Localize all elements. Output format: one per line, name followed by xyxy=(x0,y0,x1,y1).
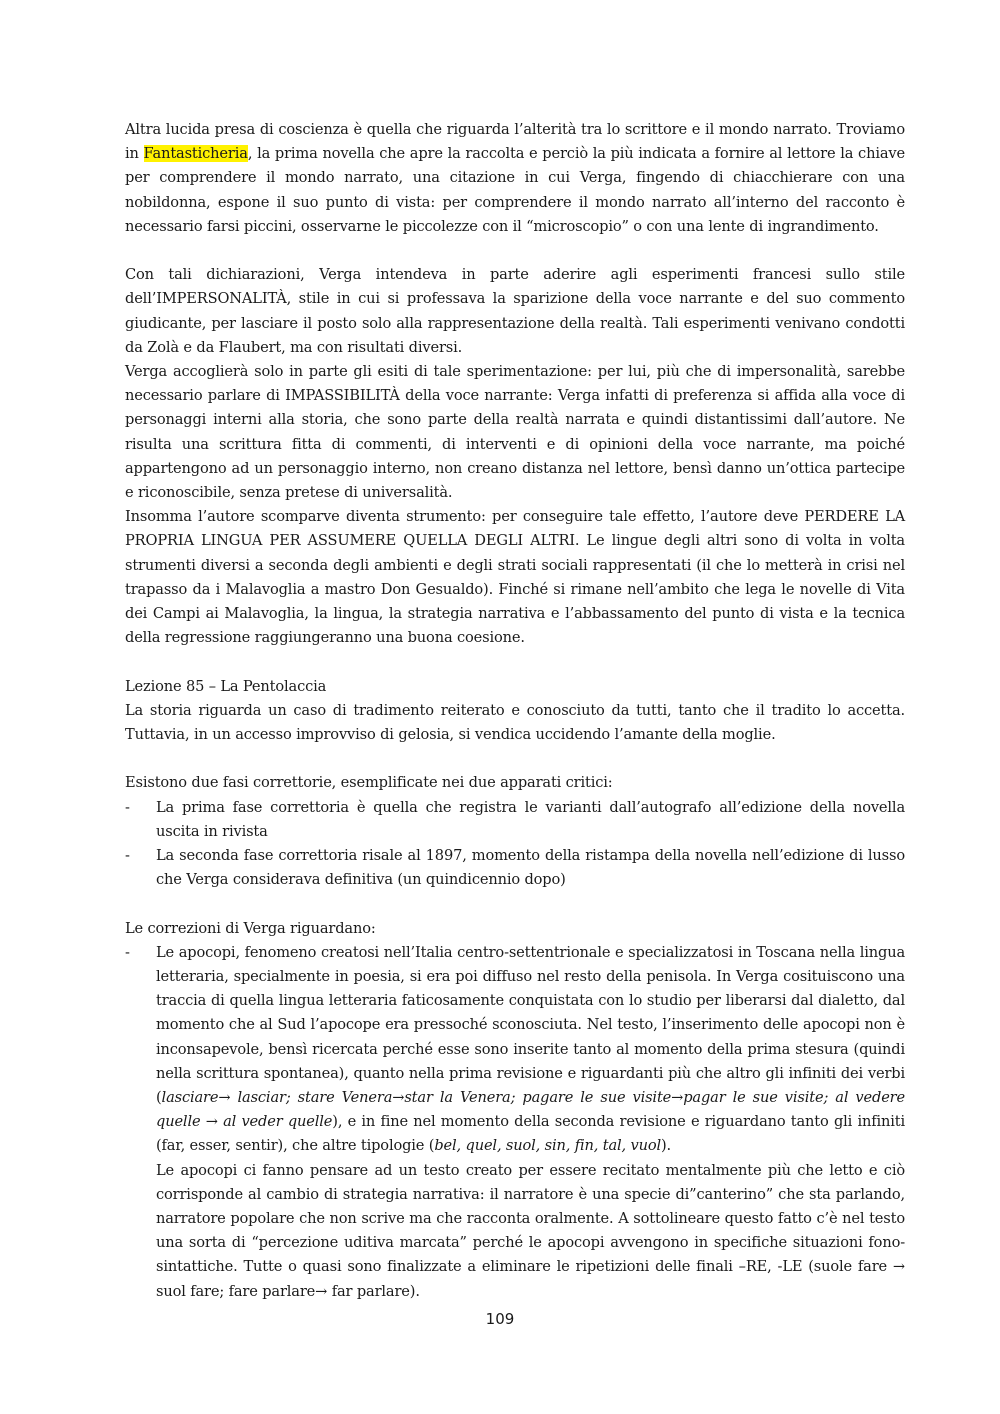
paragraph-apocopi-cont: Le apocopi ci fanno pensare ad un testo creato per essere recitato mentalmente più che letto e ciò corrisponde al cambio di strategia narrativa: il narratore è una specie di”canterino” che sta parlando, narratore popolare che non scrive ma che racconta oralmente. A sottolineare questo fatto c’è nel testo una sorta di “percezione uditiva marcata” perché le apocopi avvengono in specifiche situazioni fono-sintattiche. Tutte o quasi sono finalizzate a eliminare le ripetizioni delle finali –RE, -LE (suole fare → suol fare; fare parlare→ far parlare). xyxy=(156,1161,905,1300)
paragraph-impassibilita: Verga accoglierà solo in parte gli esiti di tale sperimentazione: per lui, più che di impersonalità, sarebbe necessario parlare di IMPASSIBILITÀ della voce narrante: Verga infatti di preferenza si affida alla voce di personaggi interni alla storia, che sono parte della realtà narrata e quindi distantissimi dall’autore. Ne risulta una scrittura fitta di commenti, di interventi e di opinioni della voce narrante, ma poiché appartengono ad un personaggio interno, non creano distanza nel lettore, bensì danno un’ottica partecipe e riconoscibile, senza pretese di universalità. xyxy=(125,363,905,502)
paragraph-storia: La storia riguarda un caso di tradimento reiterato e conosciuto da tutti, tanto che il tradito lo accetta. Tuttavia, in un accesso improvviso di gelosia, si vendica uccidendo l’amante della moglie. xyxy=(125,701,905,744)
phases-list xyxy=(125,796,905,893)
paragraph-alterita: Altra lucida presa di coscienza è quella che riguarda l’alterità tra lo scrittore e il mondo narrato. Troviamo in Fantasticheria, la prima novella che apre la raccolta e perciò la più indicata a fornire al lettore la chiave per comprendere il mondo narrato, una citazione in cui Verga, fingendo di chiacchierare con una nobildonna, espone il suo punto di vista: per comprendere il mondo narrato all’interno del racconto è necessario farsi piccini, osservarne le piccolezze con il “microscopio” o con una lente di ingrandimento. xyxy=(125,121,905,235)
paragraph-impersonalita: Con tali dichiarazioni, Verga intendeva in parte aderire agli esperimenti francesi sullo stile dell’IMPERSONALITÀ, stile in cui si professava la sparizione della voce narrante e del suo commento giudicante, per lasciare il posto solo alla rappresentazione della realtà. Tali esperimenti venivano condotti da Zolà e da Flaubert, ma con risultati diversi. xyxy=(125,266,905,356)
highlighted-term: Fantasticheria xyxy=(143,145,248,163)
paragraph-fasi: Esistono due fasi correttorie, esemplificate nei due apparati critici: xyxy=(125,774,613,792)
correzioni-list xyxy=(125,941,905,1159)
list-item: - La seconda fase correttoria risale al 1897, momento della ristampa della novella nell’edizione di lusso che Verga considerava definitiva (un quindicennio dopo) xyxy=(125,844,905,892)
paragraph-lingua-altri: Insomma l’autore scomparve diventa strumento: per conseguire tale effetto, l’autore deve PERDERE LA PROPRIA LINGUA PER ASSUMERE QUELLA DEGLI ALTRI. Le lingue degli altri sono di volta in volta strumenti diversi a seconda degli ambienti e degli strati sociali rappresentati (il che lo metterà in crisi nel trapasso da i Malavoglia a mastro Don Gesualdo). Finché si rimane nell’ambito che lega le novelle di Vita dei Campi ai Malavoglia, la lingua, la strategia narrativa e l’abbassamento del punto di vista e la tecnica della regressione raggiungeranno una buona coesione. xyxy=(125,508,905,647)
page-number: 109 xyxy=(485,1310,515,1328)
document-body xyxy=(125,118,905,1304)
paragraph-correzioni: Le correzioni di Verga riguardano: xyxy=(125,919,376,937)
list-item: - La prima fase correttoria è quella che registra le varianti dall’autografo all’edizione della novella uscita in rivista xyxy=(125,796,905,844)
list-item: - Le apocopi, fenomeno creatosi nell’Italia centro-settentrionale e specializzatosi in Toscana nella lingua letteraria, specialmente in poesia, si era poi diffuso nel resto della penisola. In Verga cosituiscono una traccia di quella lingua letteraria faticosamente conquistata con lo studio per liberarsi dal dialetto, dal momento che al Sud l’apocope era pressoché sconosciuta. Nel testo, l’inserimento delle apocopi non è inconsapevole, bensì ricercata perché esse sono inserite tanto al momento della prima stesura (quindi nella scrittura spontanea), quanto nella prima revisione e riguardanti più che altro gli infiniti dei verbi (lasciare→ lasciar; stare Venera→star la Venera; pagare le sue visite→pagar le sue visite; al vedere quelle → al veder quelle), e in fine nel momento della seconda revisione e riguardano tanto gli infiniti (far, esser, sentir), che altre tipologie (bel, quel, suol, sin, fin, tal, vuol). xyxy=(125,941,905,1159)
lesson-title: Lezione 85 – La Pentolaccia xyxy=(125,677,327,695)
